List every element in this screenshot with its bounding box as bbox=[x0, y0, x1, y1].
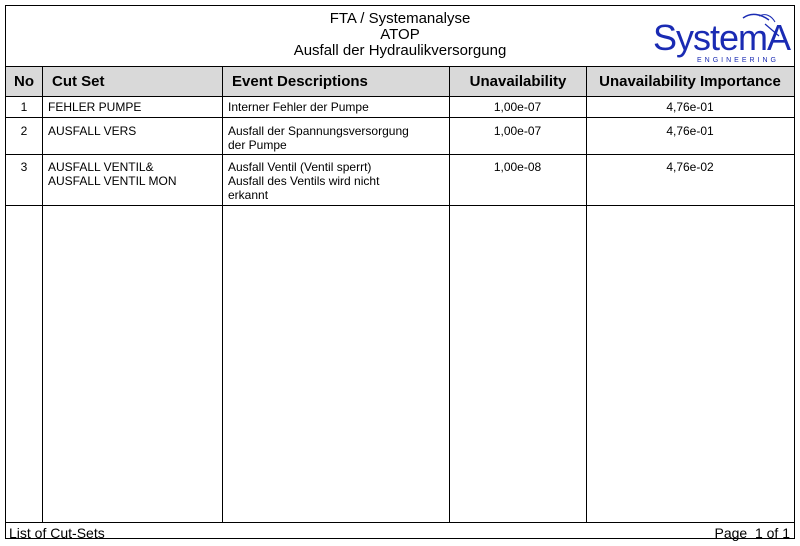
footer-label: List of Cut-Sets bbox=[9, 525, 105, 541]
cut-set-line: FEHLER PUMPE bbox=[48, 100, 142, 114]
row-number: 2 bbox=[20, 124, 28, 138]
report-title: FTA / Systemanalyse bbox=[329, 10, 471, 27]
company-logo bbox=[651, 10, 791, 64]
row-divider bbox=[6, 154, 794, 155]
event-description-line: Interner Fehler der Pumpe bbox=[228, 100, 369, 114]
column-header-unavailability-importance: Unavailability Importance bbox=[599, 73, 781, 90]
report-header bbox=[6, 6, 794, 67]
column-divider bbox=[42, 67, 43, 522]
event-description-line: Ausfall Ventil (Ventil sperrt) bbox=[228, 160, 372, 174]
report-subtitle: ATOP bbox=[380, 26, 420, 43]
column-header-no: No bbox=[14, 73, 34, 90]
unavailability-cell: 1,00e-08 bbox=[493, 160, 542, 174]
column-divider bbox=[222, 67, 223, 522]
row-number: 1 bbox=[20, 100, 28, 114]
logo-subtext: ENGINEERING bbox=[697, 57, 780, 64]
row-divider bbox=[6, 205, 794, 206]
row-divider bbox=[6, 117, 794, 118]
column-header-unavailability: Unavailability bbox=[469, 73, 567, 90]
event-description-cell bbox=[228, 124, 448, 152]
cut-set-cell bbox=[48, 100, 220, 114]
unavailability-cell: 1,00e-07 bbox=[493, 124, 542, 138]
row-number: 3 bbox=[20, 160, 28, 174]
event-description-cell bbox=[228, 160, 448, 202]
page-indicator: Page 1 of 1 bbox=[714, 525, 790, 541]
report-frame bbox=[5, 5, 795, 539]
importance-cell: 4,76e-01 bbox=[666, 124, 714, 138]
column-header-cut-set: Cut Set bbox=[52, 73, 105, 90]
cut-set-line: AUSFALL VERS bbox=[48, 124, 137, 138]
event-description-line: erkannt bbox=[228, 188, 269, 202]
unavailability-cell: 1,00e-07 bbox=[493, 100, 542, 114]
event-description-line: Ausfall der Spannungsversorgung bbox=[228, 124, 409, 138]
column-header-event-descriptions: Event Descriptions bbox=[232, 73, 368, 90]
logo-text: SystemA bbox=[653, 17, 791, 58]
importance-cell: 4,76e-02 bbox=[666, 160, 714, 174]
cut-set-cell bbox=[48, 160, 220, 188]
report-footer bbox=[6, 522, 794, 541]
report-topic: Ausfall der Hydraulikversorgung bbox=[293, 42, 507, 59]
cut-set-cell bbox=[48, 124, 220, 138]
event-description-cell bbox=[228, 100, 448, 114]
cut-set-line: AUSFALL VENTIL& bbox=[48, 160, 154, 174]
cut-set-line: AUSFALL VENTIL MON bbox=[48, 174, 177, 188]
event-description-line: Ausfall des Ventils wird nicht bbox=[228, 174, 380, 188]
importance-cell: 4,76e-01 bbox=[666, 100, 714, 114]
event-description-line: der Pumpe bbox=[228, 138, 287, 152]
